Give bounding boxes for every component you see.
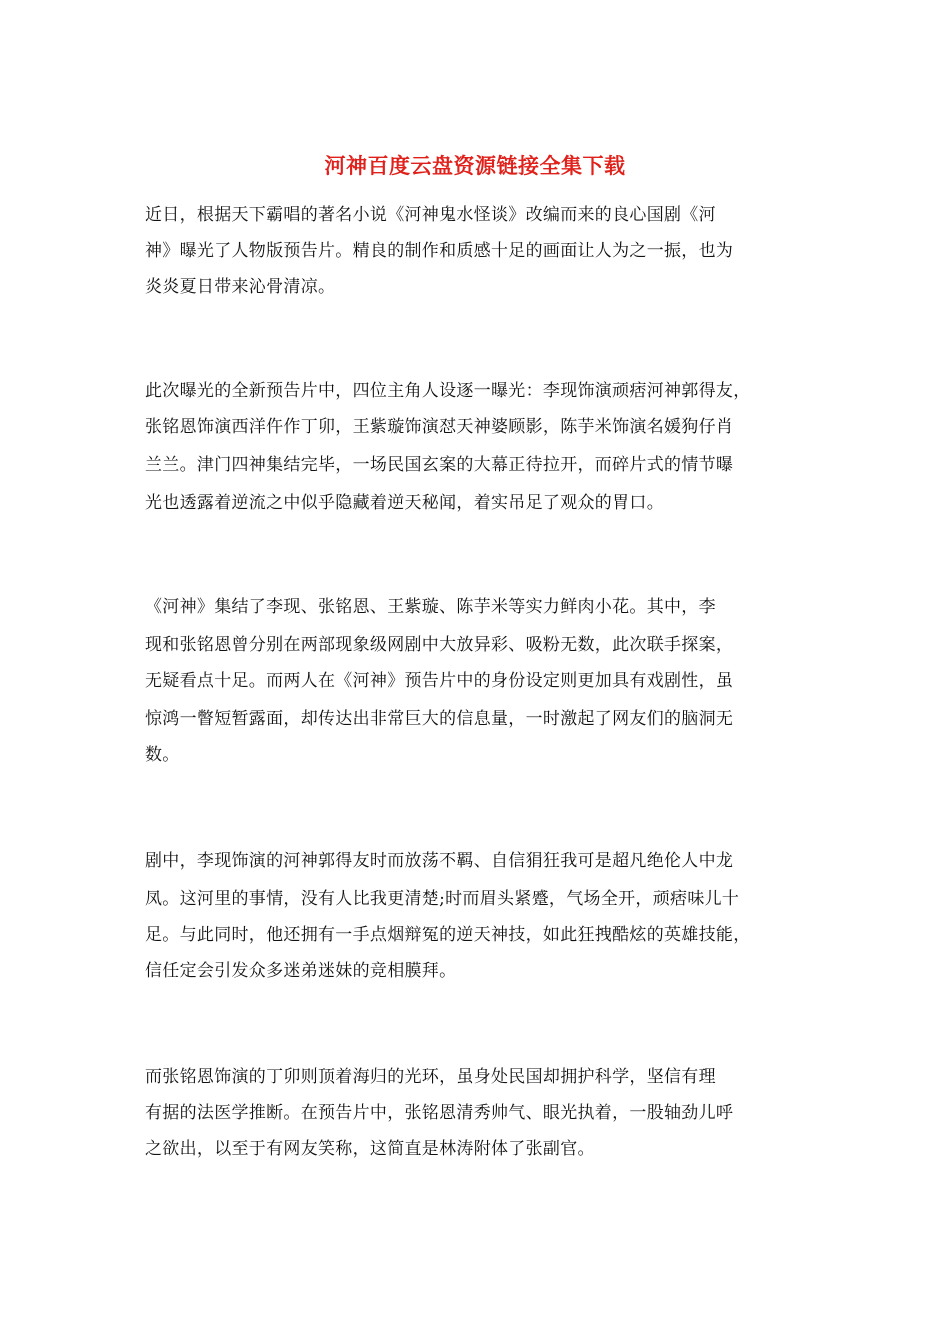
paragraph-4-line-3: 足。与此同时，他还拥有一手点烟辩冤的逆天神技，如此狂拽酷炫的英雄技能，	[145, 925, 751, 945]
document-title: 河神百度云盘资源链接全集下载	[324, 153, 626, 178]
paragraph-3-line-5: 数。	[145, 745, 180, 765]
paragraph-3-line-2: 现和张铭恩曾分别在两部现象级网剧中大放异彩、吸粉无数，此次联手探案，	[145, 635, 734, 655]
paragraph-5-line-2: 有据的法医学推断。在预告片中，张铭恩清秀帅气、眼光执着，一股轴劲儿呼	[145, 1103, 734, 1123]
paragraph-1-line-3: 炎炎夏日带来沁骨清凉。	[145, 277, 336, 297]
paragraph-2-line-2: 张铭恩饰演西洋仵作丁卯，王紫璇饰演怼天神婆顾影，陈芋米饰演名媛狗仔肖	[145, 417, 734, 437]
paragraph-2-line-3: 兰兰。津门四神集结完毕，一场民国玄案的大幕正待拉开，而碎片式的情节曝	[145, 455, 734, 475]
paragraph-4-line-4: 信任定会引发众多迷弟迷妹的竞相膜拜。	[145, 961, 457, 981]
paragraph-1-line-1: 近日，根据天下霸唱的著名小说《河神鬼水怪谈》改编而来的良心国剧《河	[145, 205, 716, 225]
paragraph-3-line-4: 惊鸿一瞥短暂露面，却传达出非常巨大的信息量，一时激起了网友们的脑洞无	[145, 709, 734, 729]
paragraph-4-line-1: 剧中，李现饰演的河神郭得友时而放荡不羁、自信狷狂我可是超凡绝伦人中龙	[145, 851, 734, 871]
paragraph-2-line-4: 光也透露着逆流之中似乎隐藏着逆天秘闻，着实吊足了观众的胃口。	[145, 493, 664, 513]
paragraph-4-line-2: 凤。这河里的事情，没有人比我更清楚;时而眉头紧蹙，气场全开，顽痞味儿十	[145, 889, 740, 909]
paragraph-3-line-1: 《河神》集结了李现、张铭恩、王紫璇、陈芋米等实力鲜肉小花。其中，李	[145, 597, 716, 617]
paragraph-1-line-2: 神》曝光了人物版预告片。精良的制作和质感十足的画面让人为之一振，也为	[145, 241, 734, 261]
paragraph-3-line-3: 无疑看点十足。而两人在《河神》预告片中的身份设定则更加具有戏剧性，虽	[145, 671, 734, 691]
paragraph-5-line-3: 之欲出，以至于有网友笑称，这简直是林涛附体了张副官。	[145, 1139, 595, 1159]
paragraph-5-line-1: 而张铭恩饰演的丁卯则顶着海归的光环，虽身处民国却拥护科学，坚信有理	[145, 1067, 716, 1087]
paragraph-2-line-1: 此次曝光的全新预告片中，四位主角人设逐一曝光：李现饰演顽痞河神郭得友，	[145, 381, 751, 401]
